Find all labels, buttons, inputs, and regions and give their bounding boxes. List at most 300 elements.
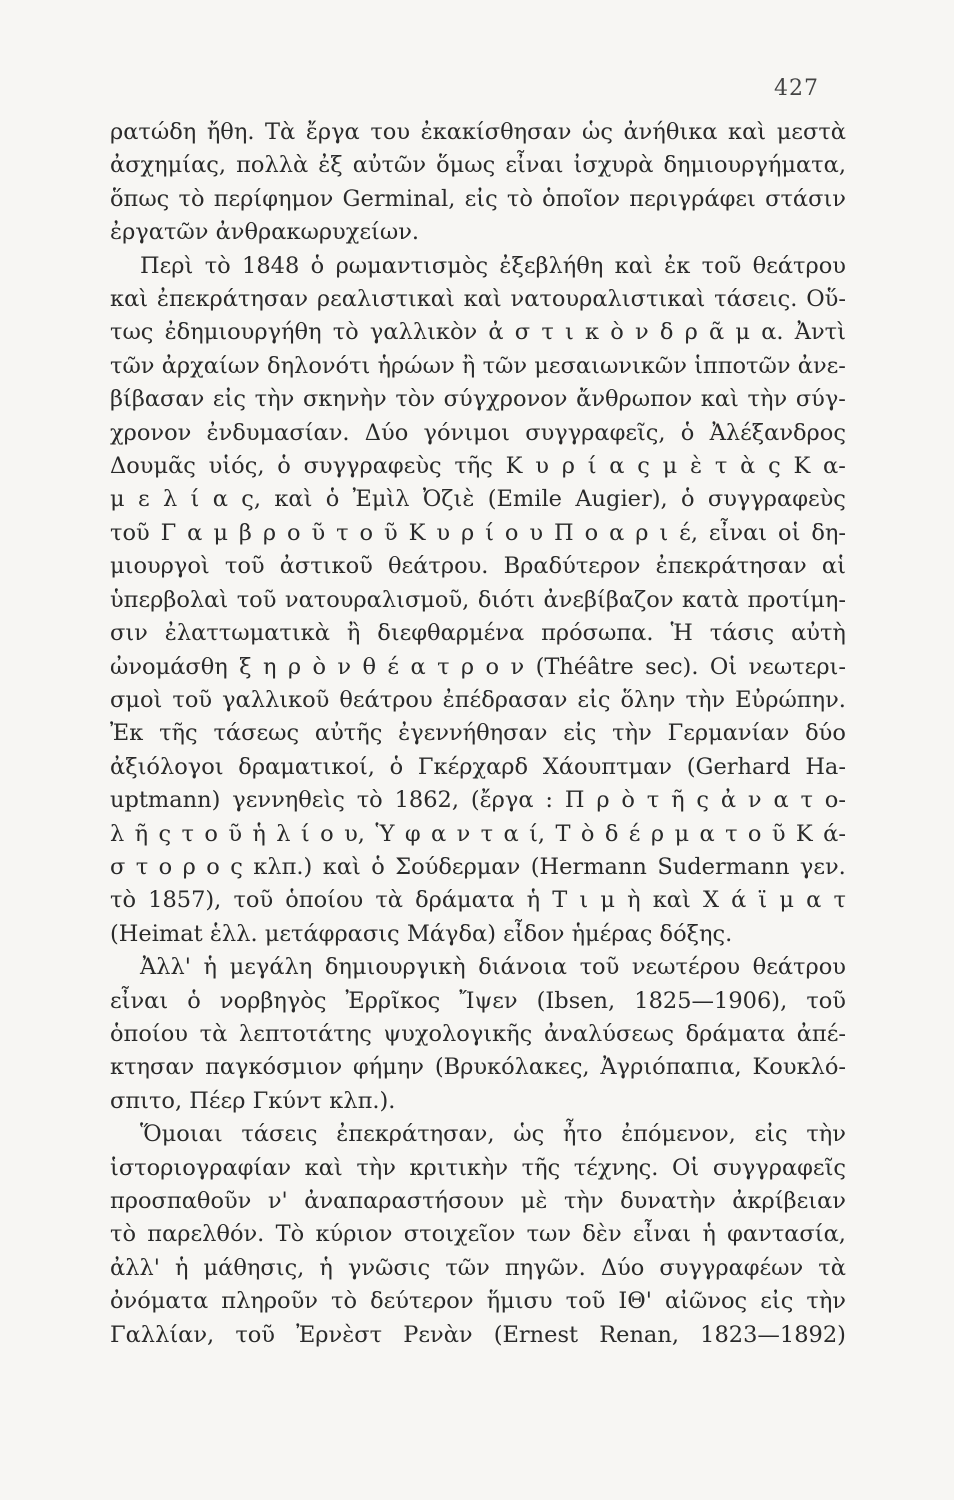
word: ί [190,486,200,513]
word: καὶ [463,286,502,313]
word: Γ [160,519,177,546]
word: ἰσχυρὰ [573,152,654,179]
word: Περὶ [140,252,194,279]
word: Γερμανίαν [667,720,790,747]
word: ί [300,820,310,847]
word: ὀνόματα [110,1288,209,1315]
word: Ἴψεν [459,987,518,1014]
word: β [238,519,252,546]
word: δραματικοί, [238,753,375,780]
word: θεάτρου [752,954,846,981]
word: τοῦ [172,686,213,713]
word: εἰς [212,386,247,413]
word: Renan, [599,1321,679,1348]
word: αὐτὴ [791,620,846,647]
word: ς [637,453,650,480]
word: ὴ [627,887,641,914]
word: νεωτερι- [748,653,846,680]
word: δράματα [415,887,515,914]
word: α [503,820,519,847]
word: δηλονότι [267,352,371,379]
word: ε [137,486,150,513]
word: ἀναλύσεως [543,1020,674,1047]
word: μὲ [520,1188,548,1214]
text-line [110,1118,846,1151]
word: ο [747,820,762,847]
word: τὸ [110,1221,136,1248]
word: Τ [552,887,568,914]
word: ῦ [383,519,398,546]
word: διάνοια [478,954,567,981]
word: δόξης. [659,920,733,947]
word: σιν [110,620,148,647]
word: καὶ [728,119,767,145]
word: σύγ- [795,386,846,413]
word: έ [628,820,641,847]
word: Γκύντ [252,1087,323,1114]
word: τάσεως [213,720,300,747]
word: ἐπεκράτησαν [156,286,309,313]
word: Ἡ [670,620,693,647]
word: ἡ [174,1254,189,1281]
text-line [110,1285,846,1318]
word: εἰς [760,1288,794,1315]
word: τῶν [445,1254,490,1281]
word: τ [135,853,149,880]
word: κύριον [315,1221,393,1248]
word: τὴν [563,1188,604,1214]
word: παρελθόν. [147,1221,265,1248]
word: Δύο [600,1254,645,1281]
word: συγγραφεὺς [707,486,846,513]
word: ἡ [526,887,541,914]
word: δ [659,319,674,346]
word: ο [158,853,173,880]
word: ἀνήθικα [623,119,718,145]
word: Ἐρρῖκος [345,987,441,1014]
word: υ, [344,820,365,847]
word: τοῦ [579,954,620,981]
word: γαλλικὸν [369,319,478,346]
word: εἶναι [110,987,169,1014]
word: (ἔργα [470,787,534,814]
word: γνῶσις [347,1254,431,1281]
text-line [110,1319,846,1352]
word: πηγῶν. [504,1254,586,1281]
word: ὰ [740,453,756,480]
text-line [110,417,846,450]
word: Δύο [364,419,409,446]
word: sec). [645,653,699,680]
word: ἢ [461,352,476,379]
word: τὸ [356,787,383,814]
word: αἰῶνος [664,1288,748,1315]
word: διεφθαρμένα [377,620,525,647]
word: (Ernest [493,1321,579,1348]
word: μ [600,887,615,914]
page-number: 427 [774,76,819,101]
word: ο [359,519,374,546]
word: α [187,519,203,546]
word: ἡ [702,1221,716,1248]
word: ὲ [690,453,703,480]
text-line [110,951,846,984]
word: τ [336,519,349,546]
word: ἀλλ' [110,1254,160,1281]
word: ο [584,519,599,546]
word: τὸν [395,386,436,413]
word: Χάουπτμαν [542,753,672,780]
word: χρονον [110,419,192,446]
word: σ [110,853,126,880]
word: (Βρυκόλακες, [434,1054,590,1081]
word: τάσεις [241,1121,318,1148]
word: προσπαθοῦν [110,1188,252,1214]
word: βίβασαν [110,386,205,413]
word: ρ [561,453,575,480]
word: συγγραφεῖς [712,1154,846,1181]
word: Augier), [575,486,668,513]
word: ν [747,787,762,814]
word: Π [564,787,585,814]
word: Χ [702,887,719,914]
word: ἡρώων [377,352,455,379]
word: τὴν [747,386,788,413]
word: Ρενὰν [403,1321,473,1348]
word: φαντασία, [727,1221,846,1248]
text-line [110,283,846,316]
word: τάσεις. [714,286,798,313]
text-line [110,483,846,516]
word: Π [554,519,574,546]
word: ἀσχημίας, [110,152,227,179]
word: οἱ [778,519,801,546]
word: τὴν [612,720,652,747]
word: Τὰ [265,119,296,145]
word: ρ [684,319,698,346]
word: μ [110,486,125,513]
word: ῦ [311,519,326,546]
word: ὸ [312,653,327,680]
word: μεστὰ [776,119,846,145]
word: ο [320,820,334,847]
word: ἐκ [664,252,691,279]
word: ν [456,820,471,847]
word: τῆς [521,1154,561,1181]
word: λ [162,486,178,513]
word: υἱός, [208,453,265,480]
word: αὐτῆς [314,720,383,747]
word: καὶ [110,286,149,313]
word: ἐπεκράτησαν, [336,1121,495,1148]
word: Κουκλό- [752,1054,846,1081]
word: τὸ [178,185,205,212]
text-line [110,1018,846,1051]
word: α [609,519,625,546]
word: ἑλλ. [209,920,258,947]
word: εἶδον [503,920,565,947]
word: τὰ [199,1020,228,1047]
word: μ [213,519,228,546]
word: τὸ [204,252,231,279]
word: θεάτρου. [388,553,489,580]
word: κλπ.) [253,853,313,880]
word: ρ [635,519,649,546]
word: ο [485,653,500,680]
text-line [110,1252,846,1285]
word: τ [181,820,194,847]
word: ς, [241,486,261,513]
word: υ [436,519,451,546]
word: ὁ [310,252,325,279]
word: φήμην [352,1054,424,1081]
word: ἐξεβλήθη [499,252,604,279]
word: Sudermann [657,853,790,880]
text-line [110,751,846,784]
word: δύο [805,720,846,747]
word: : [545,787,553,814]
word: α [699,820,715,847]
word: ἄνθρωπον [576,386,693,413]
word: α [609,453,625,480]
word: έ [387,653,400,680]
word: ἤθη. [206,119,255,145]
word: ρ [460,519,475,546]
word: α [410,653,426,680]
word: ο [287,519,301,546]
word: ὁ [680,486,695,513]
word: δὲν [582,1221,622,1248]
word: τοῦ [701,252,742,279]
word: ἡ [319,1254,333,1281]
word: ΙΘ' [618,1288,652,1315]
word: συγγραφεῖς, [525,419,666,446]
word: συγγραφέων [659,1254,804,1281]
word: ρ [287,653,302,680]
word: ἀπέ- [796,1020,846,1047]
text-line [110,1152,846,1185]
word: καὶ [614,252,653,279]
word: τ [725,820,738,847]
word: Germinal, [342,185,456,212]
word: ἐπεκράτησαν [655,553,807,580]
word: ᾶ [709,319,725,346]
word: σπιτο, [110,1087,183,1114]
word: ὅπως [110,185,170,212]
word: υ [529,519,544,546]
word: μάθησις, [203,1254,305,1281]
word: κλπ.). [329,1087,396,1114]
word: αὐτῶν [352,152,427,179]
word: ί, [529,820,546,847]
text-line [110,1085,846,1118]
word: Τὸ [275,1221,305,1248]
word: προτίμη- [747,586,846,613]
word: καὶ [274,486,313,513]
word: γαλλικοῦ [222,686,330,713]
text-line [110,517,846,550]
word: ς [768,453,781,480]
word: μιουργοὶ [110,553,210,580]
word: ά- [823,820,846,847]
word: ξ [239,653,252,680]
word: μ [735,319,751,346]
word: ς [696,787,710,814]
word: υ [535,453,549,480]
text-line [110,116,846,149]
word: μεγάλη [229,954,313,981]
word: σμοὶ [110,686,163,713]
word: Δουμᾶς [110,453,196,480]
word: ἡ [203,954,218,981]
word: α [806,887,822,914]
word: ψυχολογικῆς [383,1020,533,1047]
text-line [110,617,846,650]
word: Κ [793,453,811,480]
text-line [110,985,846,1018]
word: Κ [505,453,523,480]
text-line [110,784,846,817]
word: ἥμισυ [486,1288,553,1315]
word: τοῦ [236,586,277,613]
word: ἐλαττωματικὰ [164,620,330,647]
word: καὶ [322,853,361,880]
word: ρ [262,519,277,546]
word: ὁποῖον [542,185,621,212]
word: ἀρχαίων [161,352,260,379]
word: σύγχρονον [443,386,568,413]
word: καὶ [304,1154,343,1181]
word: ὁ [325,486,340,513]
word: α [773,787,789,814]
word: Ἀλλ' [140,954,191,981]
word: ὠνομάσθη [110,653,228,680]
word: γεννηθεὶς [232,787,345,814]
text-line [110,383,846,416]
text-line [110,684,846,717]
word: λ [110,820,125,847]
word: κτησαν [110,1054,195,1081]
word: ά [731,887,747,914]
word: τοῦ [224,553,265,580]
text-line [110,884,846,917]
word: τάσις [709,620,775,647]
word: περιγράφει [629,185,756,212]
word: Ἀλέξανδρος [709,419,846,446]
word: ἡ [252,820,266,847]
text-line [110,651,846,684]
word: δεύτερον [370,1288,474,1315]
text-line [110,183,846,216]
word: τὰ [375,887,403,914]
word: Ἀγριόπαπια, [600,1054,742,1081]
word: καὶ [700,386,739,413]
word: μ [662,453,678,480]
word: ῦ [771,820,786,847]
word: του [370,119,410,145]
word: τως [110,319,154,346]
word: Οἱ [709,653,738,680]
word: α [431,820,447,847]
word: τῶν [482,352,528,379]
word: πληροῦν [221,1288,318,1315]
word: ὁποίου [110,1020,188,1047]
word: ι [564,319,574,346]
word: ὁποίου [285,887,364,914]
word: εἰς [563,720,597,747]
word: ῦ [228,820,242,847]
word: δ [604,820,619,847]
word: Μάγδα) [406,920,497,947]
text-line [110,550,846,583]
text-line [110,250,846,283]
text-line [110,216,846,249]
word: γόνιμοι [423,419,510,446]
word: σκηνὴν [302,386,387,413]
word: ἐδημιουργήθη [164,319,322,346]
word: πρόσωπα. [541,620,654,647]
word: ἀνε- [797,352,846,379]
word: ο [204,820,218,847]
word: Ὑ [375,820,395,847]
word: ἱπποτῶν [694,352,791,379]
word: ὡς [581,119,613,145]
word: ς [158,820,172,847]
word: ὅλην [620,686,676,713]
word: γεν. [799,853,846,880]
word: ἐπέδρασαν [442,686,568,713]
word: λεπτοτάτης [238,1020,372,1047]
text-line [110,1218,846,1251]
word: τὸ [110,887,136,914]
word: περίφημον [213,185,334,212]
word: 1823—1892) [700,1321,846,1348]
word: τὴν [356,1154,396,1181]
word: ὁ [680,419,695,446]
word: πολλὰ [236,152,309,179]
word: έ, [679,519,698,546]
text-line [110,584,846,617]
word: (Théâtre [535,653,634,680]
word: ι [659,519,669,546]
word: Οἱ [671,1154,700,1181]
word: ὸ [580,820,595,847]
word: ἐξ [318,152,343,179]
text-line [110,851,846,884]
word: (Ibsen, [536,987,616,1014]
word: τέχνης. [573,1154,659,1181]
word: ῆ [134,820,149,847]
word: τῆς [454,453,493,480]
word: τοῦ [806,987,846,1014]
word: παγκόσμιον [205,1054,343,1081]
word: νατουραλισμοῦ, [284,586,470,613]
word: θ [362,653,377,680]
word: τ [646,787,660,814]
word: τῶν [110,352,155,379]
word: ἢ [346,620,361,647]
word: ὑπερβολαὶ [110,586,229,613]
word: ἀ [720,787,737,814]
word: εἰς [577,686,611,713]
word: 1862, [394,787,459,814]
word: ρ [182,853,196,880]
word: τ [800,787,813,814]
word: ἐνδυμασίαν. [206,419,350,446]
word: uptmann) [110,787,221,814]
word: Ὀζιὲ [422,486,475,513]
word: ἱστοριογραφίαν [110,1154,292,1181]
